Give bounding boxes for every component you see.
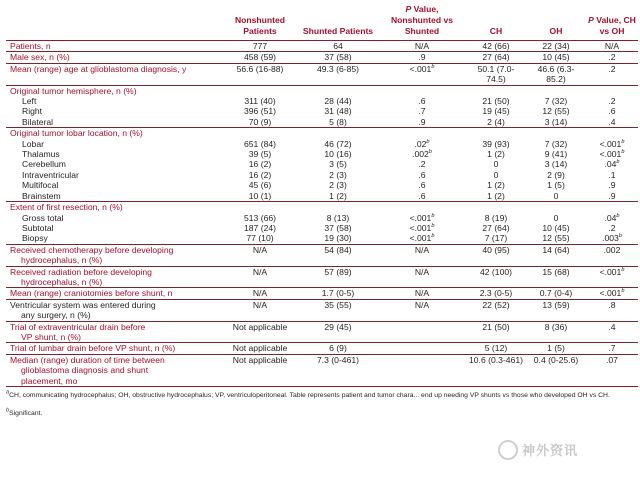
table-row [6, 63, 638, 85]
table-row [6, 180, 638, 190]
patient-characteristics-table [6, 4, 638, 387]
row-label: Gross total [22, 212, 64, 223]
table-row [6, 213, 638, 223]
cell-value: 1 (5) [547, 180, 565, 191]
table-row [6, 170, 638, 180]
cell-value: 2.3 (0-5) [466, 288, 526, 299]
row-label: Mean (range) craniotomies before shunt, n [6, 288, 222, 299]
row-label: Extent of first resection, n (%) [6, 202, 222, 213]
cell-value: 39 (93) [482, 138, 510, 149]
row-label: Left [22, 96, 37, 107]
cell-value: 35 (55) [298, 299, 378, 321]
cell-value: 651 (84) [243, 138, 276, 149]
footnote-significant: $^b$Significant. [6, 407, 43, 417]
cell-value: .7 [586, 343, 638, 354]
cell-value: <.001$^b$ [586, 266, 638, 288]
table-row [6, 191, 638, 202]
row-label: Lobar [22, 138, 44, 149]
cell-value: .002 [586, 244, 638, 266]
cell-value: 10 (1) [248, 190, 272, 201]
significance-marker: b [616, 212, 620, 219]
cell-value: 15 (68) [526, 266, 586, 288]
cell-value: N/A [222, 266, 298, 288]
cell-value: 14 (64) [526, 244, 586, 266]
cell-value: 37 (58) [298, 52, 378, 63]
cell-value: 27 (64) [482, 222, 510, 233]
row-label: Original tumor hemisphere, n (%) [6, 85, 222, 96]
cell-value: N/A [586, 41, 638, 52]
cell-value [378, 354, 466, 386]
cell-value: N/A [378, 299, 466, 321]
cell-value: 10.6 (0.3-461) [466, 354, 526, 386]
cell-value: 54 (84) [298, 244, 378, 266]
table-header-row [6, 4, 638, 41]
table-row [6, 139, 638, 149]
cell-value: <.001$^b$ [409, 222, 435, 233]
cell-value: <.001$^b$ [378, 63, 466, 85]
cell-value: 8 (13) [326, 212, 350, 223]
cell-value: .6 [418, 169, 426, 180]
cell-value: 13 (59) [526, 299, 586, 321]
cell-value: .2 [586, 63, 638, 85]
cell-value: 6 (9) [298, 343, 378, 354]
row-label: Intraventricular [22, 169, 79, 180]
column-header-4: CH [466, 4, 526, 41]
significance-marker: b [431, 223, 435, 230]
cell-value: 2 (3) [329, 180, 347, 191]
cell-value: 8 (36) [526, 321, 586, 343]
cell-value: 3 (5) [329, 159, 347, 170]
cell-value: 16 (2) [248, 169, 272, 180]
row-label: Patients, n [6, 41, 222, 52]
cell-value: .9 [608, 180, 616, 191]
cell-value [298, 202, 378, 213]
cell-value: 2 (4) [487, 116, 505, 127]
cell-value: 5 (12) [466, 343, 526, 354]
cell-value [298, 128, 378, 139]
cell-value: <.001$^b$ [599, 149, 625, 160]
row-label: Brainstem [22, 190, 61, 201]
cell-value [466, 202, 526, 213]
row-label: Male sex, n (%) [6, 52, 222, 63]
cell-value [526, 85, 586, 96]
cell-value: .6 [418, 190, 426, 201]
cell-value: 7.3 (0-461) [298, 354, 378, 386]
cell-value: N/A [378, 41, 466, 52]
cell-value [222, 85, 298, 96]
cell-value: 8 (19) [484, 212, 508, 223]
row-label: Received chemotherapy before developing hydrocephalus, n (%) [6, 244, 222, 266]
cell-value: .2 [586, 52, 638, 63]
cell-value: 3 (14) [544, 116, 568, 127]
cell-value: 1.7 (0-5) [298, 288, 378, 299]
cell-value: .9 [418, 116, 426, 127]
cell-value: .6 [418, 96, 426, 107]
cell-value [466, 85, 526, 96]
table-row [6, 96, 638, 106]
cell-value: 64 [298, 41, 378, 52]
cell-value [526, 128, 586, 139]
cell-value [466, 128, 526, 139]
cell-value: 1 (2) [329, 190, 347, 201]
cell-value: 29 (45) [298, 321, 378, 343]
table-row [6, 128, 638, 139]
cell-value: 22 (34) [526, 41, 586, 52]
row-label: Multifocal [22, 180, 59, 191]
cell-value: 396 (51) [243, 106, 276, 117]
table-row [6, 41, 638, 52]
cell-value: .02$^b$ [414, 138, 430, 149]
table-row [6, 233, 638, 244]
cell-value: 28 (44) [324, 96, 352, 107]
row-label: Bilateral [22, 116, 54, 127]
cell-value: 458 (59) [222, 52, 298, 63]
cell-value: 31 (48) [324, 106, 352, 117]
cell-value: N/A [222, 299, 298, 321]
cell-value [378, 202, 466, 213]
row-label: Mean (range) age at glioblastoma diagnosis, y [6, 63, 222, 85]
cell-value: .7 [418, 106, 426, 117]
cell-value: 1 (2) [487, 180, 505, 191]
row-label: Thalamus [22, 149, 60, 160]
significance-marker: b [621, 138, 625, 145]
watermark-logo-icon [498, 440, 518, 460]
watermark: 神外资讯 [498, 436, 634, 462]
cell-value: 1 (5) [526, 343, 586, 354]
table-row [6, 223, 638, 233]
significance-marker: b [618, 233, 622, 240]
table-row [6, 52, 638, 63]
cell-value: 2 (9) [547, 169, 565, 180]
cell-value: 22 (52) [466, 299, 526, 321]
cell-value: 16 (2) [248, 159, 272, 170]
cell-value: 0 [553, 212, 559, 223]
row-label: Right [22, 106, 43, 117]
column-header-0 [6, 4, 222, 41]
cell-value: 3 (14) [544, 159, 568, 170]
cell-value: .1 [608, 169, 616, 180]
cell-value: .4 [608, 116, 616, 127]
cell-value: 0.4 (0-25.6) [526, 354, 586, 386]
column-header-1: Nonshunted Patients [222, 4, 298, 41]
cell-value: 70 (9) [248, 116, 272, 127]
cell-value: 40 (95) [466, 244, 526, 266]
cell-value: 777 [222, 41, 298, 52]
cell-value: .2 [608, 96, 616, 107]
cell-value: 57 (89) [298, 266, 378, 288]
cell-value: 50.1 (7.0-74.5) [466, 63, 526, 85]
table-row [6, 85, 638, 96]
cell-value: 513 (66) [243, 212, 276, 223]
cell-value: 46.6 (6.3-85.2) [526, 63, 586, 85]
cell-value [298, 85, 378, 96]
cell-value: 12 (55) [542, 106, 570, 117]
cell-value: 0 [493, 169, 499, 180]
cell-value: <.001$^b$ [599, 138, 625, 149]
cell-value: 311 (40) [244, 96, 276, 107]
cell-value: .8 [586, 299, 638, 321]
cell-value [378, 128, 466, 139]
table-row [6, 354, 638, 386]
significance-marker: b [426, 138, 430, 145]
cell-value: 2 (3) [329, 169, 347, 180]
cell-value [378, 343, 466, 354]
cell-value: <.001$^b$ [409, 233, 435, 244]
cell-value [586, 202, 638, 213]
cell-value: .04$^b$ [604, 159, 620, 170]
cell-value: 21 (50) [466, 321, 526, 343]
cell-value: 5 (8) [329, 116, 347, 127]
cell-value: <.001$^b$ [409, 212, 435, 223]
column-header-3: P Value, Nonshunted vs Shunted [378, 4, 466, 41]
cell-value: 27 (64) [466, 52, 526, 63]
cell-value: 7 (32) [544, 96, 568, 107]
cell-value: 21 (50) [482, 96, 510, 107]
cell-value: 187 (24) [243, 222, 276, 233]
cell-value: 77 (10) [246, 233, 274, 244]
column-header-6: P Value, CH vs OH [586, 4, 638, 41]
cell-value: N/A [378, 288, 466, 299]
table-row [6, 244, 638, 266]
cell-value: 7 (32) [544, 138, 568, 149]
cell-value: 37 (58) [324, 222, 352, 233]
significance-marker: b [431, 212, 435, 219]
cell-value: N/A [222, 244, 298, 266]
table-row [6, 202, 638, 213]
cell-value: .6 [608, 106, 616, 117]
table-row [6, 299, 638, 321]
row-label: Ventricular system was entered during any surgery, n (%) [6, 299, 222, 321]
column-header-2: Shunted Patients [298, 4, 378, 41]
cell-value: 10 (45) [542, 222, 570, 233]
cell-value [526, 202, 586, 213]
cell-value: 0 [553, 190, 559, 201]
cell-value: Not applicable [222, 343, 298, 354]
row-label: Cerebellum [22, 159, 66, 170]
cell-value: .002$^b$ [412, 149, 432, 160]
significance-marker: b [616, 159, 620, 166]
cell-value: 46 (72) [324, 138, 352, 149]
cell-value [378, 321, 466, 343]
row-label: Subtotal [22, 222, 54, 233]
cell-value: N/A [378, 266, 466, 288]
cell-value: 45 (6) [248, 180, 272, 191]
cell-value: 19 (30) [324, 233, 352, 244]
significance-marker: b [621, 288, 625, 295]
row-label: Median (range) duration of time between glioblastoma diagnosis and shunt placement, mo [6, 354, 222, 386]
cell-value [378, 85, 466, 96]
cell-value: .9 [608, 190, 616, 201]
cell-value: N/A [222, 288, 298, 299]
significance-marker: b [428, 149, 432, 156]
cell-value: 1 (2) [487, 190, 505, 201]
significance-marker: b [431, 233, 435, 240]
table-row [6, 149, 638, 159]
cell-value: 12 (55) [542, 233, 570, 244]
cell-value: N/A [378, 244, 466, 266]
footnote-abbreviations: $^a$CH, communicating hydrocephalus; OH, obstructive hydrocephalus; VP, ventriculoperitoneal. Table represents patient and tumor chara... end up needing VP shunts vs those who developed OH vs CH. [6, 389, 610, 399]
table-row [6, 117, 638, 128]
cell-value: <.001$^b$ [586, 288, 638, 299]
row-label: Trial of extraventricular drain before VP shunt, n (%) [6, 321, 222, 343]
cell-value [586, 128, 638, 139]
table-row [6, 288, 638, 299]
cell-value: 0.7 (0-4) [526, 288, 586, 299]
cell-value: Not applicable [222, 321, 298, 343]
row-label: Trial of lumbar drain before VP shunt, n (%) [6, 343, 222, 354]
cell-value [586, 85, 638, 96]
cell-value: Not applicable [222, 354, 298, 386]
cell-value: 9 (41) [544, 149, 568, 160]
cell-value: .003$^b$ [602, 233, 622, 244]
cell-value: 7 (17) [484, 233, 508, 244]
cell-value [222, 202, 298, 213]
significance-marker: b [621, 149, 625, 156]
table-row [6, 266, 638, 288]
row-label: Biopsy [22, 233, 48, 244]
table-row [6, 106, 638, 116]
cell-value: 10 (45) [526, 52, 586, 63]
cell-value [222, 128, 298, 139]
row-label: Received radiation before developing hydrocephalus, n (%) [6, 266, 222, 288]
cell-value: .2 [418, 159, 426, 170]
cell-value: 10 (16) [324, 149, 352, 160]
table-row [6, 159, 638, 169]
cell-value: .4 [586, 321, 638, 343]
cell-value: 19 (45) [482, 106, 510, 117]
cell-value: 42 (66) [466, 41, 526, 52]
table-row [6, 343, 638, 354]
column-header-5: OH [526, 4, 586, 41]
cell-value: 0 [493, 159, 499, 170]
cell-value: .07 [586, 354, 638, 386]
cell-value: 39 (5) [248, 149, 272, 160]
cell-value: .04$^b$ [604, 212, 620, 223]
cell-value: .6 [418, 180, 426, 191]
significance-marker: b [621, 266, 625, 273]
cell-value: .2 [608, 222, 616, 233]
significance-marker: b [431, 63, 435, 70]
table-row [6, 321, 638, 343]
cell-value: 56.6 (16-88) [222, 63, 298, 85]
cell-value: 49.3 (6-85) [298, 63, 378, 85]
cell-value: 1 (2) [487, 149, 505, 160]
cell-value: .9 [378, 52, 466, 63]
cell-value: 42 (100) [466, 266, 526, 288]
row-label: Original tumor lobar location, n (%) [6, 128, 222, 139]
